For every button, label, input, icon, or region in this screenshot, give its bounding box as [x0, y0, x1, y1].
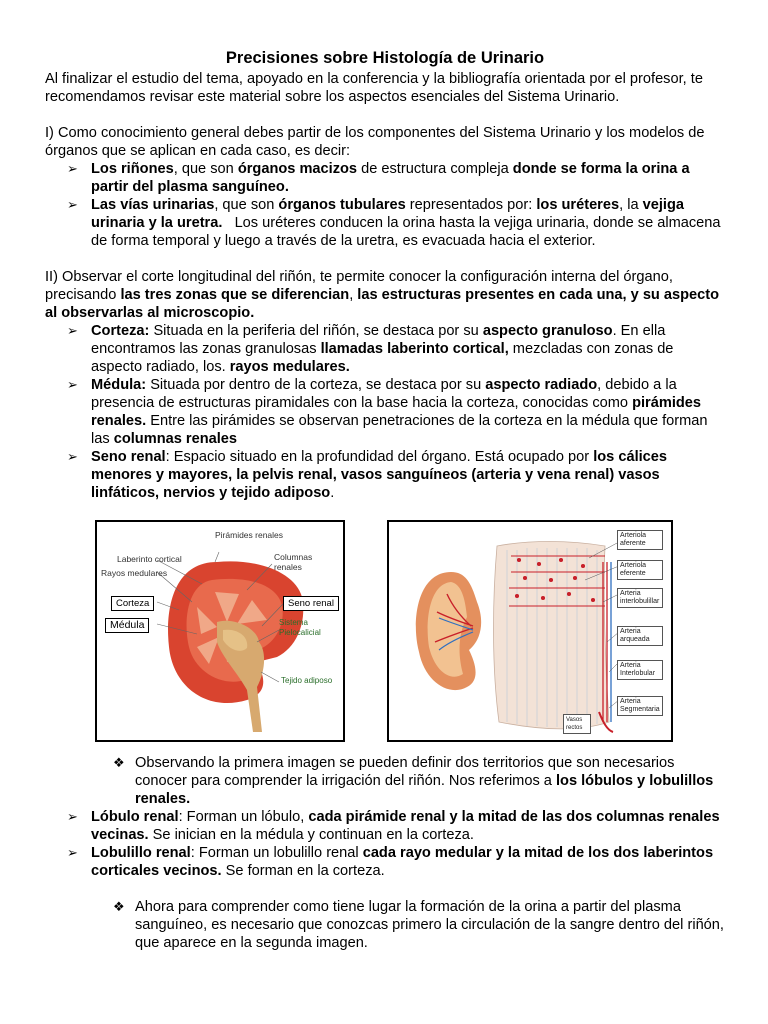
- label-laberinto: Laberinto cortical: [117, 554, 182, 564]
- figure-notes-list: [45, 754, 725, 808]
- renal-circulation-figure: [387, 520, 673, 742]
- arrow-bullet-icon: ➢: [67, 197, 78, 212]
- label-medula: Médula: [105, 618, 149, 633]
- label-piramides: Pirámides renales: [215, 530, 284, 540]
- intro-paragraph: Al finalizar el estudio del tema, apoyado en la conferencia y la bibliografía orientada por el profesor, te recomendamos revisar este material sobre los aspectos esenciales del Sistema Urinario.: [45, 71, 703, 105]
- list-item: ❖ Ahora para comprender como tiene lugar la formación de la orina a partir del plasma sanguíneo, es necesario que conozcas primero la circulación de la sangre dentro del riñón, que aparece en la segunda imagen.: [113, 899, 724, 951]
- list-item-corteza: ➢ Corteza: Situada en la periferia del riñón, se destaca por su aspecto granuloso. En ella encontramos las zonas granulosas llamadas laberinto cortical, mezcladas con zonas de aspecto radiado, los. rayos medulares.: [67, 323, 674, 375]
- label-tejido: Tejido adiposo: [281, 676, 333, 685]
- diamond-bullet-icon: ❖: [113, 755, 125, 770]
- section1-lead: I) Como conocimiento general debes partir de los componentes del Sistema Urinario y los modelos de órganos que se aplican en cada caso, es decir:: [45, 125, 705, 159]
- document-page: [45, 48, 725, 952]
- arrow-bullet-icon: ➢: [67, 377, 78, 392]
- list-item: ➢ Las vías urinarias, que son órganos tubulares representados por: los uréteres, la vejiga urinaria y la uretra. Los uréteres conducen la orina hasta la vejiga urinaria, donde se almacena de forma temporal y luego a través de la uretra, es evacuada hacia el exterior.: [67, 197, 725, 249]
- label-columnas: Columnas renales: [274, 552, 313, 572]
- label-eferente: Arteriola eferente: [617, 560, 663, 580]
- lobule-list: [45, 808, 725, 880]
- label-corteza: Corteza: [111, 596, 154, 611]
- list-item-seno: ➢ Seno renal: Espacio situado en la profundidad del órgano. Está ocupado por los cálices menores y mayores, la pelvis renal, vasos sanguíneos (arteria y vena renal) vasos linfáticos, nervios y tejido adiposo.: [67, 449, 668, 501]
- section1-list: [45, 160, 725, 250]
- list-item-medula: ➢ Médula: Situada por dentro de la corteza, se destaca por su aspecto radiado, debido a la presencia de estructuras piramidales con la base hacia la corteza, conocidas como pirámides renales. Entre las pirámides se observan penetraciones de la corteza en la médula que forman las columnas renales: [67, 377, 708, 447]
- list-item: ➢ Los riñones, que son órganos macizos de estructura compleja donde se forma la orina a partir del plasma sanguíneo.: [67, 161, 690, 195]
- arrow-bullet-icon: ➢: [67, 809, 78, 824]
- arrow-bullet-icon: ➢: [67, 845, 78, 860]
- label-interlobulillar: Arteria interlobulillar: [617, 588, 663, 608]
- list-item-lobulillo: ➢ Lobulillo renal: Forman un lobulillo renal cada rayo medular y la mitad de los dos laberintos corticales vecinos. Se forman en la corteza.: [67, 845, 714, 879]
- label-segmentaria: Arteria Segmentaria: [617, 696, 663, 716]
- label-interlobular: Arteria Interlobular: [617, 660, 663, 680]
- list-item-lobulo: ➢ Lóbulo renal: Forman un lóbulo, cada pirámide renal y la mitad de las dos columnas renales vecinas. Se inician en la médula y continuan en la corteza.: [67, 809, 720, 843]
- arrow-bullet-icon: ➢: [67, 449, 78, 464]
- diamond-bullet-icon: ❖: [113, 899, 125, 914]
- label-aferente: Arteriola aferente: [617, 530, 663, 550]
- label-sistema: Sistema Pielocalicial: [279, 618, 321, 637]
- final-note-list: [45, 898, 725, 952]
- label-vasos: Vasos rectos: [563, 714, 591, 734]
- kidney-section-figure: [95, 520, 345, 742]
- document-title: Precisiones sobre Histología de Urinario: [225, 49, 545, 67]
- list-item: ❖ Observando la primera imagen se pueden definir dos territorios que son necesarios conocer para comprender la irrigación del riñón. Nos referimos a los lóbulos y lobulillos renales.: [113, 755, 714, 807]
- section2-list: [45, 322, 725, 502]
- label-rayos: Rayos medulares: [101, 568, 168, 578]
- arrow-bullet-icon: ➢: [67, 161, 78, 176]
- section2-lead: II) Observar el corte longitudinal del riñón, te permite conocer la configuración interna del órgano, precisando las tres zonas que se diferencian, las estructuras presentes en cada una, y su aspecto al observarlas al microscopio.: [45, 269, 720, 321]
- figures-row: [45, 520, 725, 748]
- label-arqueada: Arteria arqueada: [617, 626, 663, 646]
- label-seno: Seno renal: [283, 596, 339, 611]
- arrow-bullet-icon: ➢: [67, 323, 78, 338]
